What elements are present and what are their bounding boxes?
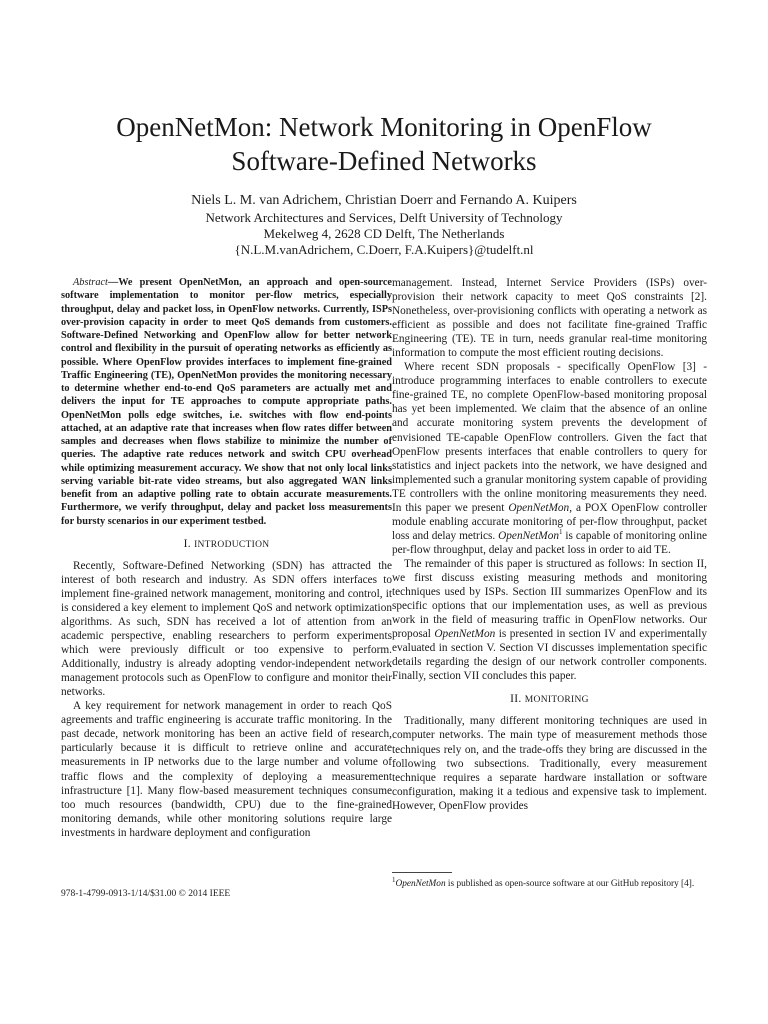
address: Mekelweg 4, 2628 CD Delft, The Netherlands: [263, 226, 505, 241]
right-paragraph-3-text-b: is presented in section IV and experimentally evaluated in section V. Section VI discusses implementation specific details regarding the design of our network controller components. Finally, section VII concludes this paper.: [392, 628, 707, 683]
right-column: [392, 276, 707, 813]
title-line-1: OpenNetMon: Network Monitoring in OpenFlow: [116, 112, 652, 142]
footnote-divider: [392, 872, 452, 873]
tool-name: OpenNetMon: [508, 501, 570, 514]
tool-name: OpenNetMon: [498, 529, 559, 542]
footnote-tool-name: OpenNetMon: [395, 879, 446, 889]
abstract-lead: Abstract: [73, 277, 108, 288]
author-names: Niels L. M. van Adrichem, Christian Doerr and Fernando A. Kuipers: [191, 193, 577, 208]
copyright-footer: 978-1-4799-0913-1/14/$31.00 © 2014 IEEE: [61, 889, 231, 899]
left-column: [61, 276, 392, 840]
right-paragraph-2: [392, 360, 707, 557]
section-number: II.: [510, 693, 522, 706]
emails: {N.L.M.vanAdrichem, C.Doerr, F.A.Kuipers}@tudelft.nl: [234, 242, 534, 257]
section-title: MONITORING: [524, 695, 589, 706]
footnote-text: is published as open-source software at our GitHub repository [4].: [445, 879, 695, 889]
intro-paragraph-1: Recently, Software-Defined Networking (SDN) has attracted the interest of both research and industry. As SDN offers interfaces to implement fine-grained network management, monitoring and control, it is considered a key element to implement QoS and network optimization algorithms. As such, SDN has received a lot of attention from an academic perspective, enabling researchers to perform experiments which were previously difficult or too expensive to perform. Additionally, industry is already adopting vendor-independent network management protocols such as OpenFlow to configure and monitor their networks.: [61, 559, 392, 699]
right-paragraph-2-text-c: is capable of monitoring online per-flow throughput, delay and packet loss in order to aid TE.: [392, 529, 707, 556]
right-paragraph-3-text-a: The remainder of this paper is structured as follows: In section II, we first discuss existing measuring methods and monitoring techniques used by ISPs. Section III summarizes OpenFlow and its specific options that our implementation uses, as well as previous work in the field of measuring traffic in OpenFlow networks. Our proposal: [392, 557, 707, 641]
footnote: [392, 875, 707, 890]
author-block: [40, 193, 728, 258]
section-heading-monitoring: [392, 692, 707, 707]
footnote-marker: 1: [559, 528, 563, 537]
title-line-2: Software-Defined Networks: [231, 146, 537, 176]
intro-paragraph-2: A key requirement for network management in order to reach QoS agreements and traffic engineering is accurate traffic monitoring. In the past decade, network monitoring has been an active field of research, particularly because it is difficult to retrieve online and accurate measurements in IP networks due to the large number and volume of traffic flows and the complexity of deploying a measurement infrastructure [1]. Many flow-based measurement techniques consume too much resources (bandwidth, CPU) due to the fine-grained monitoring demands, while other monitoring solutions require large investments in hardware deployment and configuration: [61, 700, 392, 839]
paper-title: [40, 110, 728, 178]
monitoring-paragraph-1: Traditionally, many different monitoring techniques are used in computer networks. The main type of measurement methods those techniques rely on, and the trade-offs they bring are discussed in the following two subsections. Traditionally, every measurement technique requires a separate hardware installation or software configuration, making it a tedious and expensive task to implement. However, OpenFlow provides: [392, 715, 707, 812]
right-paragraph-2-text: Where recent SDN proposals - specifically OpenFlow [3] - introduce programming interfaces to enable controllers to execute fine-grained TE, no complete OpenFlow-based monitoring proposal has yet been implemented. We claim that the absence of an online and accurate monitoring system prevents the development of envisioned TE-capable OpenFlow controllers. Given the fact that OpenFlow presents interfaces that enable controllers to query for statistics and inject packets into the network, we have designed and implemented such a granular monitoring system capable of providing TE controllers with the online monitoring measurements they need. In this paper we present: [392, 361, 707, 514]
right-paragraph-1: management. Instead, Internet Service Providers (ISPs) over-provision their network capacity to meet QoS constraints [2]. Nonetheless, over-provisioning conflicts with operating a network as efficient as possible and does not facilitate fine-grained Traffic Engineering (TE). TE in turn, needs granular real-time monitoring information to compute the most efficient routing decisions.: [392, 277, 707, 360]
section-number: I.: [183, 537, 191, 550]
section-title: INTRODUCTION: [194, 539, 270, 550]
footnote-number: 1: [392, 875, 396, 884]
section-heading-introduction: [61, 537, 392, 552]
right-paragraph-2-text-b: , a POX OpenFlow controller module enabling accurate monitoring of per-flow throughput, packet loss and delay metrics.: [392, 501, 707, 542]
abstract: [61, 276, 392, 528]
abstract-body: —We present OpenNetMon, an approach and open-source software implementation to monitor per-flow metrics, especially throughput, delay and packet loss, in OpenFlow networks. Currently, ISPs over-provision capacity in order to meet QoS demands from customers. Software-Defined Networking and OpenFlow allow for better network control and flexibility in the pursuit of operating networks as efficiently as possible. Where OpenFlow provides interfaces to implement fine-grained Traffic Engineering (TE), OpenNetMon provides the monitoring necessary to determine whether end-to-end QoS parameters are actually met and delivers the input for TE approaches to compute appropriate paths. OpenNetMon polls edge switches, i.e. switches with flow end-points attached, at an adaptive rate that increases when flow rates differ between samples and decreases when flows stabilize to minimize the number of queries. The adaptive rate reduces network and switch CPU overhead while optimizing measurement accuracy. We show that not only local links serving variable bit-rate video streams, but also aggregated WAN links benefit from an adaptive polling rate to obtain accurate measurements. Furthermore, we verify throughput, delay and packet loss measurements for bursty scenarios in our experiment testbed.: [61, 277, 392, 527]
right-paragraph-3: [392, 557, 707, 683]
tool-name: OpenNetMon: [434, 628, 496, 641]
affiliation: Network Architectures and Services, Delft University of Technology: [205, 210, 563, 225]
